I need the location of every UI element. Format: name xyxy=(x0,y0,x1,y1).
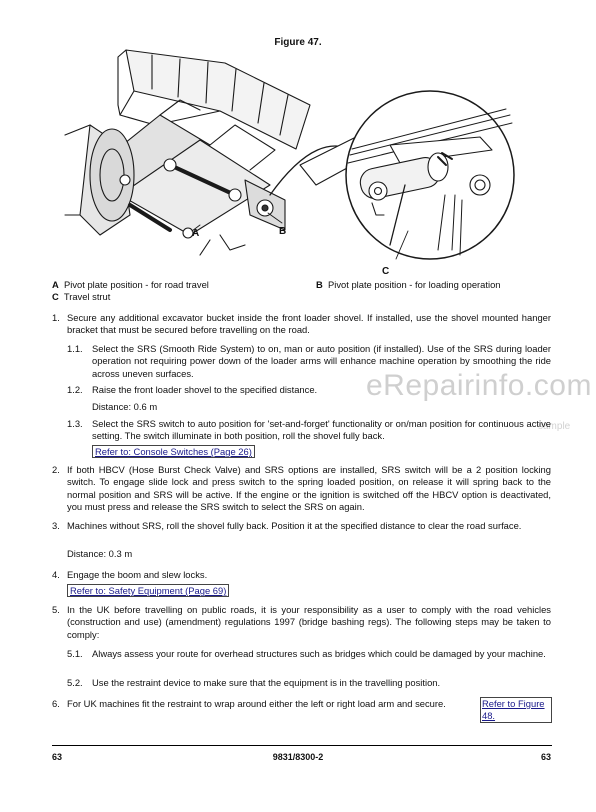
watermark: eRepairinfo.com xyxy=(366,369,592,402)
callout-b: B xyxy=(279,226,287,237)
legend-c-letter: C xyxy=(52,291,59,302)
step-3-text: Machines without SRS, roll the shovel fully back. Position it at the specified distance to clear the road surface. xyxy=(67,520,522,531)
callout-a: A xyxy=(192,228,200,239)
step-5-2-text: Use the restraint device to make sure that the equipment is in the travelling position. xyxy=(92,677,441,688)
step-6-text: For UK machines fit the restraint to wrap around either the left or right load arm and secure. xyxy=(67,698,446,709)
step-1-1-number: 1.1. xyxy=(67,343,83,354)
step-1-number: 1. xyxy=(52,312,60,323)
figure-title: Figure 47. xyxy=(274,37,322,48)
legend-a-text: Pivot plate position - for road travel xyxy=(64,279,209,290)
step-4-text: Engage the boom and slew locks. xyxy=(67,569,208,580)
legend-c xyxy=(52,291,110,303)
step-5-text: In the UK before travelling on public roads, it is your responsibility as a user to comply with the road vehicles (construction and use) (amendment) regulations 1997 (bridge bashing regs). The following steps may be taken to comply: xyxy=(67,604,551,640)
step-5-1-number: 5.1. xyxy=(67,648,83,659)
legend-b-text: Pivot plate position - for loading operation xyxy=(328,279,501,290)
step-1-2-distance: Distance: 0.6 m xyxy=(92,401,158,412)
footer-doc-number: 9831/8300-2 xyxy=(272,752,324,762)
legend-a xyxy=(52,279,209,291)
footer-rule xyxy=(52,745,552,746)
step-2-number: 2. xyxy=(52,464,60,475)
legend-b xyxy=(316,279,501,291)
step-5-number: 5. xyxy=(52,604,60,615)
step-1-1-text: Select the SRS (Smooth Ride System) to on, man or auto position (if installed). Use of the SRS during loader operation not requiring power down of the loader arms will enhance machine operation by smoothing the ride across uneven surfaces. xyxy=(92,343,551,379)
step-3-number: 3. xyxy=(52,520,60,531)
legend-a-letter: A xyxy=(52,279,59,290)
footer-page-left: 63 xyxy=(52,752,63,762)
figure-48-link[interactable]: Refer to Figure 48. xyxy=(480,697,552,723)
watermark-sample: sample xyxy=(538,421,571,432)
legend-b-letter: B xyxy=(316,279,323,290)
callout-c: C xyxy=(382,266,390,277)
footer-page-right: 63 xyxy=(540,752,551,762)
step-1-2-text: Raise the front loader shovel to the specified distance. xyxy=(92,384,318,395)
loader-arm-illustration xyxy=(60,45,540,280)
step-4-number: 4. xyxy=(52,569,60,580)
console-switches-link[interactable]: Refer to: Console Switches (Page 26) xyxy=(92,445,255,458)
step-5-1-text: Always assess your route for overhead structures such as bridges which could be damaged by your machine. xyxy=(92,648,546,659)
legend-c-text: Travel strut xyxy=(63,291,111,302)
step-1-text: Secure any additional excavator bucket inside the front loader shovel. If installed, use the shovel mounted hanger bracket that must be secured before travelling on the road. xyxy=(67,312,551,336)
step-1-3-text: Select the SRS switch to auto position for 'set-and-forget' functionality or on/man position for continuous active setting. The switch illuminate in both position, roll the shovel fully back. xyxy=(92,418,551,442)
step-5-2-number: 5.2. xyxy=(67,677,83,688)
step-1-2-number: 1.2. xyxy=(67,384,83,395)
step-6-number: 6. xyxy=(52,698,60,709)
safety-equipment-link[interactable]: Refer to: Safety Equipment (Page 69) xyxy=(67,584,229,597)
step-3-distance: Distance: 0.3 m xyxy=(67,548,133,559)
step-1-3-number: 1.3. xyxy=(67,418,83,429)
step-2-text: If both HBCV (Hose Burst Check Valve) and SRS options are installed, SRS switch will be a 2 position locking switch. To engage slide lock and press switch to the spring loaded position, on release it will spring back to the normal position and SRS will be active. If the engine or the ignition is switched off the HBCV option is deactivated, you must press and release the SRS switch to select the SRS on again. xyxy=(67,464,551,513)
